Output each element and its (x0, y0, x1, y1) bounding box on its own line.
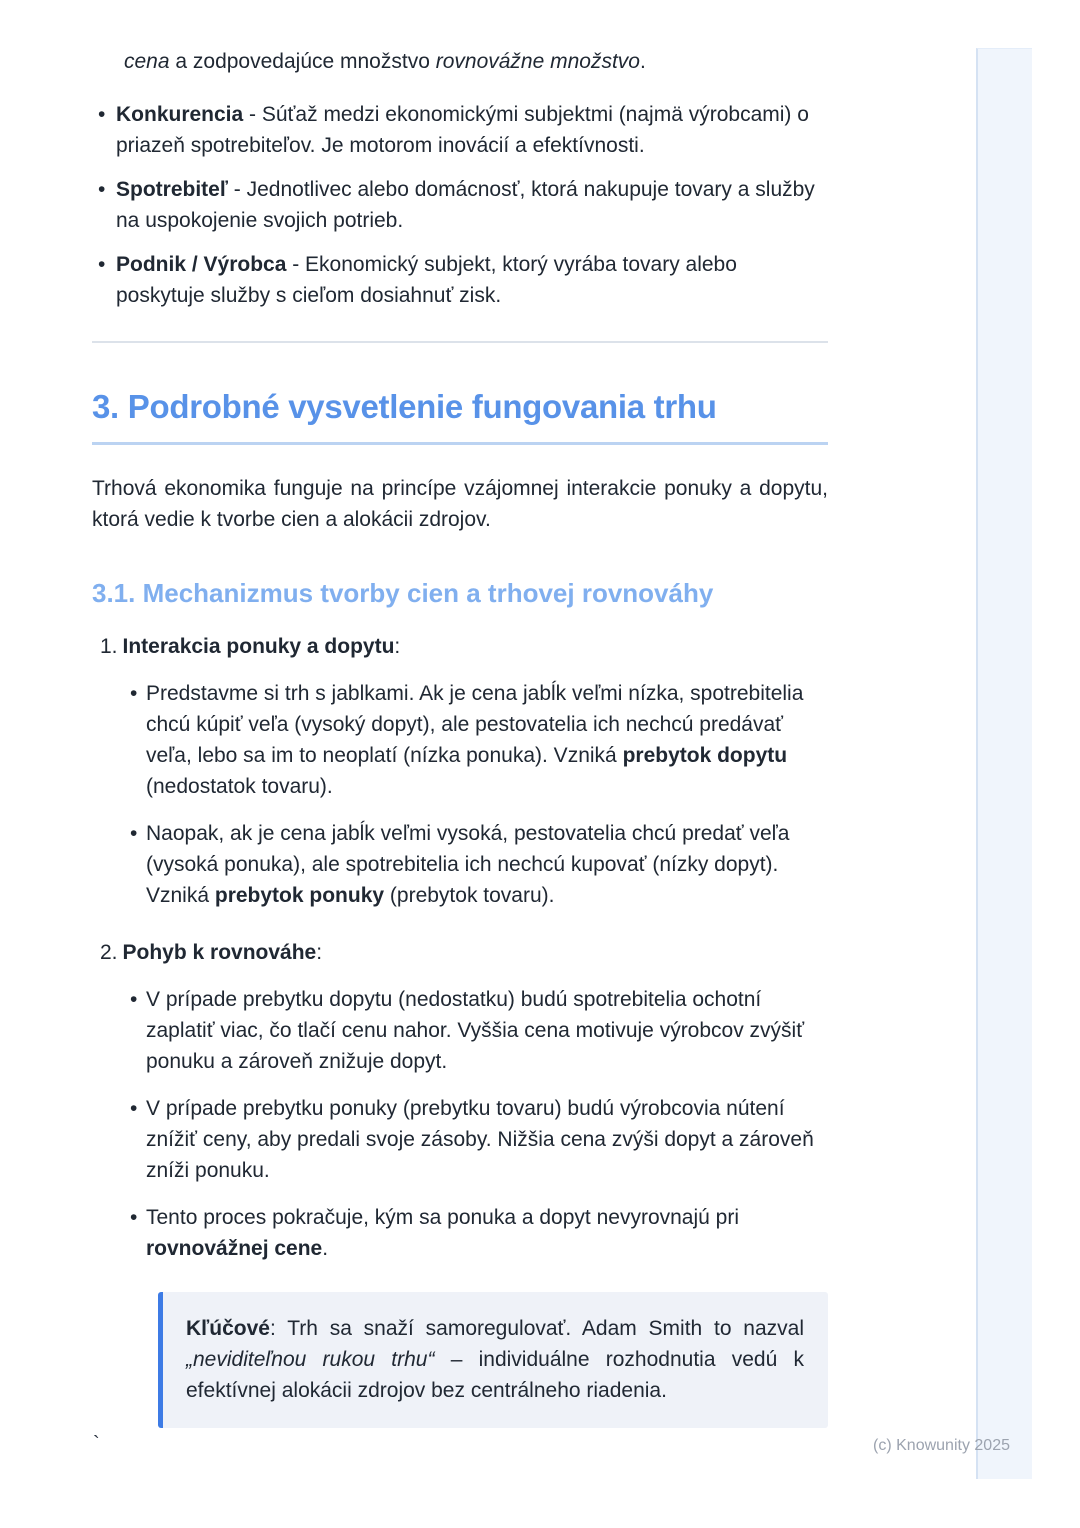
list-item (92, 984, 828, 1077)
section-divider (92, 341, 828, 343)
point-text: Naopak, ak je cena jabĺk veľmi vysoká, pestovatelia chcú predať veľa (vysoká ponuka), ale spotrebitelia ich nechcú kupovať (nízky dopyt). Vzniká (146, 822, 790, 907)
point-text: Tento proces pokračuje, kým sa ponuka a dopyt nevyrovnajú pri (146, 1206, 739, 1229)
point-text: V prípade prebytku dopytu (nedostatku) budú spotrebitelia ochotní zaplatiť viac, čo tlačí cenu nahor. Vyššia cena motivuje výrobcov zvýšiť ponuku a zároveň znižuje dopyt. (146, 988, 805, 1073)
list-item (92, 249, 828, 311)
point-text: . (322, 1237, 329, 1260)
key-callout (158, 1292, 828, 1428)
item-colon: : (316, 941, 323, 964)
bullet-icon: • (130, 1097, 138, 1120)
list-item (92, 1093, 828, 1186)
sub-bullet-list (92, 678, 828, 911)
term-label: Podnik / Výrobca (116, 253, 287, 276)
callout-label: Kľúčové (186, 1317, 270, 1340)
callout-text: : Trh sa snaží samoregulovať. Adam Smith to nazval (269, 1317, 804, 1340)
section-intro-paragraph: Trhová ekonomika funguje na princípe vzájomnej interakcie ponuky a dopytu, ktorá vedie k tvorbe cien a alokácii zdrojov. (92, 477, 828, 531)
item-number: 2. (100, 941, 118, 964)
subsection-heading: 3.1. Mechanizmus tvorby cien a trhovej rovnováhy (92, 578, 714, 608)
paragraph-text: a zodpovedajúce množstvo (169, 50, 436, 73)
item-title: Pohyb k rovnováhe (122, 941, 317, 964)
point-text: (nedostatok tovaru). (146, 775, 333, 798)
continuation-paragraph (124, 46, 828, 77)
term-description: - Jednotlivec alebo domácnosť, ktorá nakupuje tovary a služby na uspokojenie svojich potrieb. (116, 178, 815, 232)
term-description: - Ekonomický subjekt, ktorý vyrába tovary alebo poskytuje služby s cieľom dosiahnuť zisk. (116, 253, 737, 307)
list-item (92, 818, 828, 911)
bullet-icon: • (130, 822, 138, 845)
point-text: V prípade prebytku ponuky (prebytku tovaru) budú výrobcovia nútení znížiť ceny, aby predali svoje zásoby. Nižšia cena zvýši dopyt a zároveň zníži ponuku. (146, 1097, 814, 1182)
term-list (92, 99, 828, 311)
numbered-item (92, 631, 828, 911)
point-bold-text: prebytok ponuky (214, 884, 385, 907)
bullet-icon: • (98, 178, 106, 201)
italic-term: rovnovážne množstvo (435, 50, 640, 73)
numbered-item-heading (92, 631, 828, 662)
callout-paragraph (186, 1313, 804, 1406)
sub-bullet-list (92, 984, 828, 1264)
point-bold-text: rovnovážnej cene (146, 1237, 323, 1260)
bullet-icon: • (98, 253, 106, 276)
term-label: Spotrebiteľ (116, 178, 228, 201)
callout-text: – individuálne rozhodnutia vedú k efektívnej alokácii zdrojov bez centrálneho riadenia. (186, 1348, 804, 1402)
callout-quote: „neviditeľnou rukou trhu“ (186, 1348, 435, 1371)
list-item (92, 1202, 828, 1264)
point-bold-text: prebytok dopytu (622, 744, 788, 767)
italic-term: cena (124, 50, 170, 73)
next-page-edge (976, 48, 1032, 1479)
document-page-content (92, 0, 828, 1428)
numbered-item (92, 937, 828, 1264)
stray-backtick: ` (93, 1433, 100, 1455)
section-heading: 3. Podrobné vysvetlenie fungovania trhu (92, 387, 828, 445)
bullet-icon: • (130, 682, 138, 705)
item-number: 1. (100, 635, 118, 658)
list-item (92, 174, 828, 236)
point-text: (prebytok tovaru). (384, 884, 555, 907)
copyright-footer: (c) Knowunity 2025 (873, 1437, 1010, 1454)
numbered-list (92, 631, 828, 1264)
item-colon: : (394, 635, 401, 658)
list-item (92, 678, 828, 802)
point-text: Predstavme si trh s jablkami. Ak je cena jabĺk veľmi nízka, spotrebitelia chcú kúpiť veľa (vysoký dopyt), ale pestovatelia ich nechcú predávať veľa, lebo sa im to neoplatí (nízka ponuka). Vzniká (146, 682, 804, 767)
list-item (92, 99, 828, 161)
bullet-icon: • (130, 988, 138, 1011)
term-description: - Súťaž medzi ekonomickými subjektmi (najmä výrobcami) o priazeň spotrebiteľov. Je motorom inovácií a efektívnosti. (116, 103, 809, 157)
bullet-icon: • (130, 1206, 138, 1229)
numbered-item-heading (92, 937, 828, 968)
item-title: Interakcia ponuky a dopytu (122, 635, 395, 658)
paragraph-text: . (640, 50, 646, 73)
term-label: Konkurencia (116, 103, 244, 126)
bullet-icon: • (98, 103, 106, 126)
